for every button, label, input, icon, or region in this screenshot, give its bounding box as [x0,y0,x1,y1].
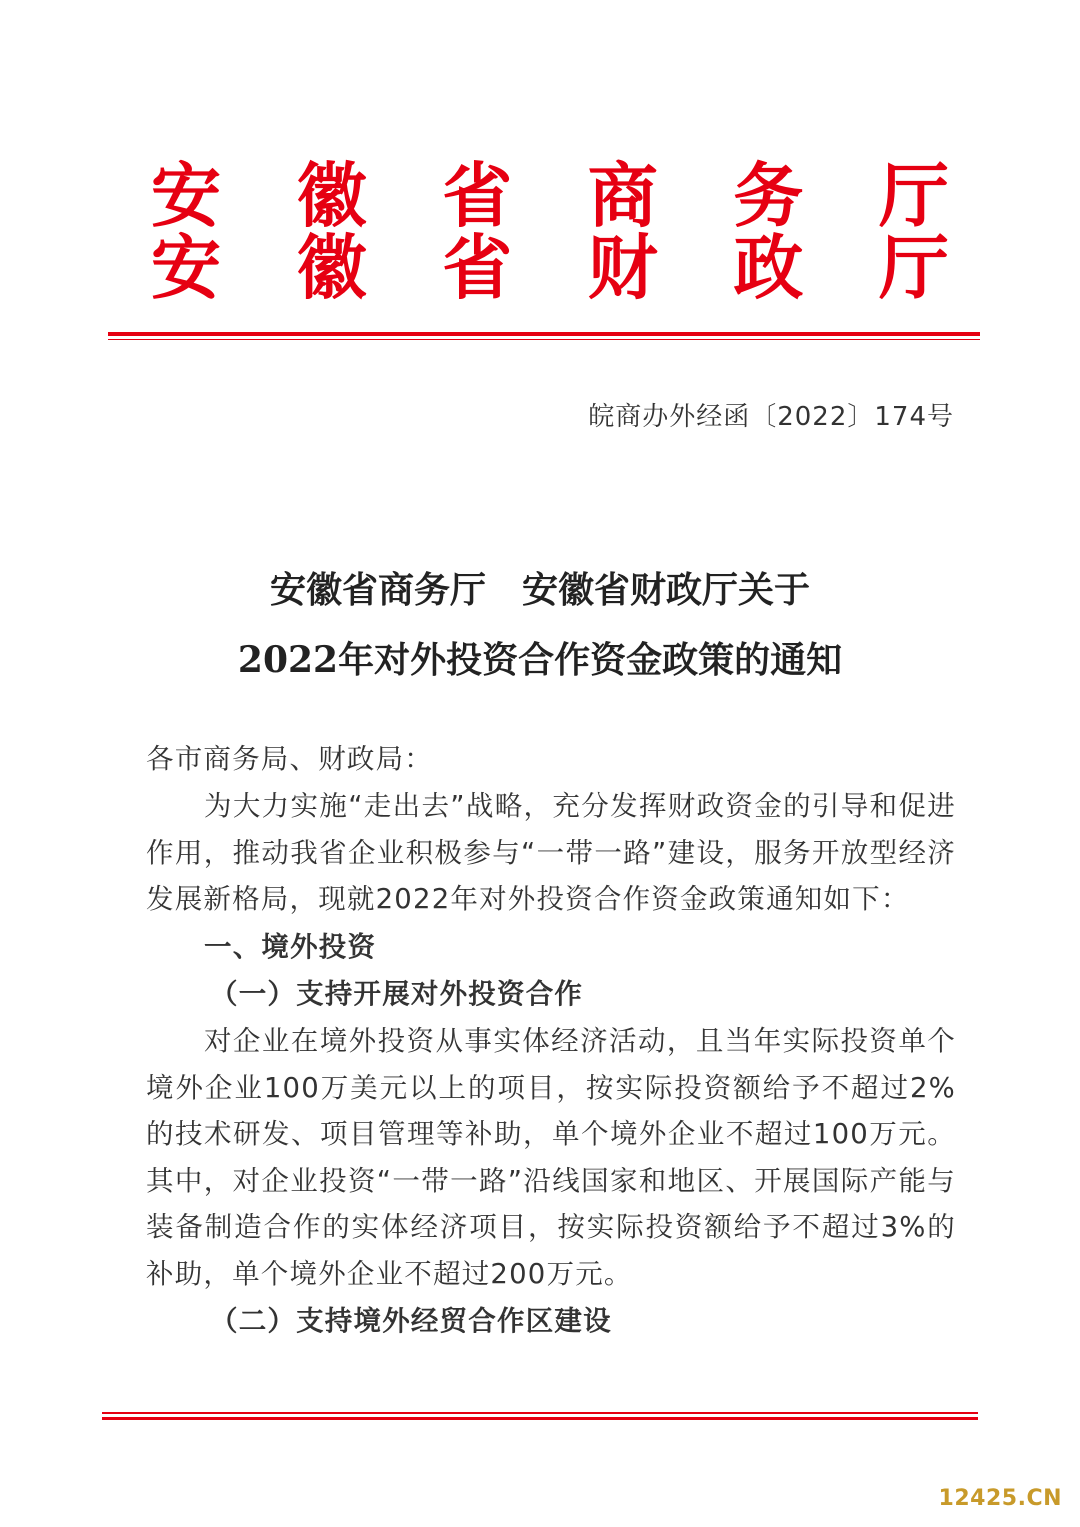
subsection-heading: （一）支持开展对外投资合作 [210,978,584,1010]
header-char: 务 [733,154,804,237]
salutation: 各市商务局、财政局： [146,743,433,775]
header-char: 商 [587,154,658,237]
document-title-line1: 安徽省商务厅 安徽省财政厅关于 [269,569,810,611]
header-char: 厅 [878,154,949,237]
header-char: 省 [442,154,513,237]
header-char: 政 [733,226,804,309]
header-divider-thin [108,339,980,340]
header-char: 厅 [878,226,949,309]
header-char: 徽 [296,154,367,237]
section-heading: 一、境外投资 [204,931,377,963]
footer-divider-thin [102,1412,978,1414]
footer-divider-thick [102,1417,978,1420]
subsection-heading: （二）支持境外经贸合作区建设 [210,1305,612,1337]
header-char: 安 [151,154,221,237]
issuer-header-finance [148,226,952,309]
site-watermark: 12425.CN [938,1486,1062,1511]
document-title-line2: 2022年对外投资合作资金政策的通知 [237,639,843,681]
header-char: 省 [442,226,513,309]
intro-paragraph: 为大力实施“走出去”战略，充分发挥财政资金的引导和促进作用，推动我省企业积极参与“一带一路”建设，服务开放型经济发展新格局，现就2022年对外投资合作资金政策通知如下： [146,790,956,915]
issuer-header-commerce [148,154,952,237]
header-divider-thick [108,332,980,336]
header-char: 安 [151,226,221,309]
subsection-paragraph: 对企业在境外投资从事实体经济活动，且当年实际投资单个境外企业100万美元以上的项目，按实际投资额给予不超过2%的技术研发、项目管理等补助，单个境外企业不超过100万元。其中，对企业投资“一带一路”沿线国家和地区、开展国际产能与装备制造合作的实体经济项目，按实际投资额给予不超过3%的补助，单个境外企业不超过200万元。 [146,1025,956,1290]
header-char: 财 [587,226,658,309]
header-char: 徽 [296,226,367,309]
document-number: 皖商办外经函〔2022〕174号 [588,402,954,432]
